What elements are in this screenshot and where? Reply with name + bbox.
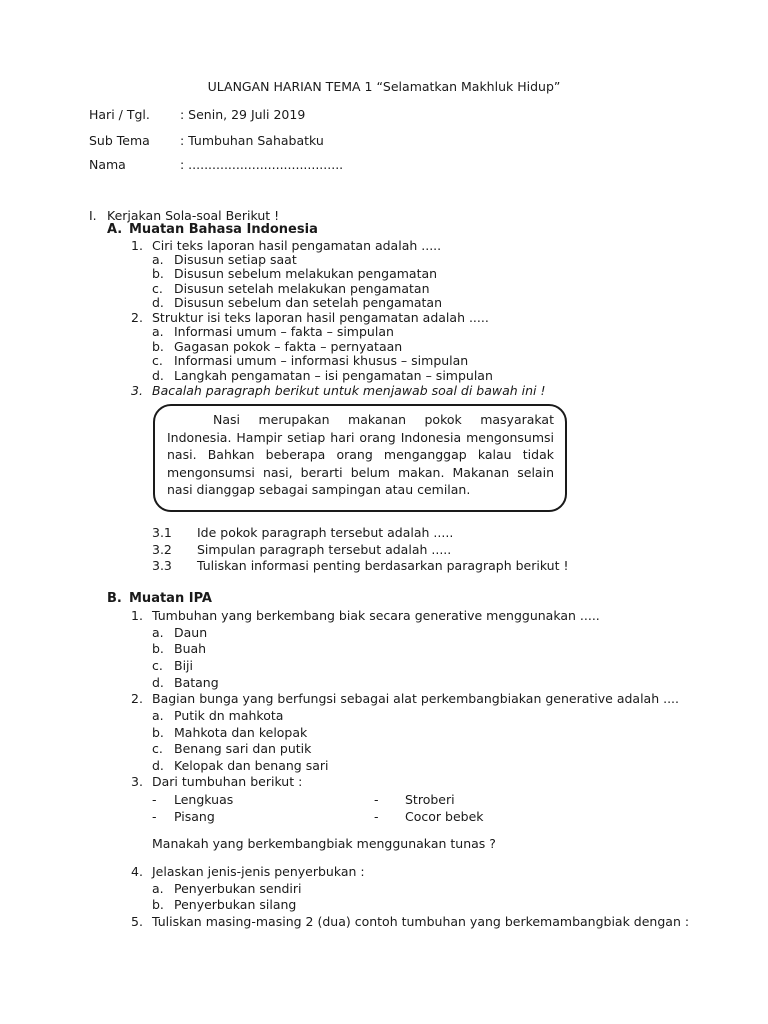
plant-dash: - bbox=[152, 809, 157, 824]
option-letter: b. bbox=[152, 641, 164, 656]
section-number: I. bbox=[89, 208, 97, 223]
plant-item: Pisang bbox=[174, 809, 215, 824]
question-text: Ciri teks laporan hasil pengamatan adalah ..... bbox=[152, 238, 442, 253]
option-text: Informasi umum – fakta – simpulan bbox=[174, 324, 394, 339]
sub-theme-label: Sub Tema bbox=[89, 133, 150, 148]
option-text: Kelopak dan benang sari bbox=[174, 758, 329, 773]
option-letter: c. bbox=[152, 353, 163, 368]
question-text: Jelaskan jenis-jenis penyerbukan : bbox=[152, 864, 365, 879]
question-number: 3. bbox=[131, 774, 143, 789]
option-letter: c. bbox=[152, 658, 163, 673]
sub-question-text: Simpulan paragraph tersebut adalah ..... bbox=[197, 542, 452, 557]
option-letter: b. bbox=[152, 897, 164, 912]
option-letter: b. bbox=[152, 725, 164, 740]
option-text: Benang sari dan putik bbox=[174, 741, 312, 756]
day-date-value: : Senin, 29 Juli 2019 bbox=[180, 107, 306, 122]
question-text: Dari tumbuhan berikut : bbox=[152, 774, 303, 789]
section-title: Kerjakan Sola-soal Berikut ! bbox=[107, 208, 280, 223]
question-number: 1. bbox=[131, 238, 143, 253]
option-letter: c. bbox=[152, 281, 163, 296]
option-text: Langkah pengamatan – isi pengamatan – simpulan bbox=[174, 368, 493, 383]
option-text: Disusun sebelum dan setelah pengamatan bbox=[174, 295, 443, 310]
option-text: Informasi umum – informasi khusus – simpulan bbox=[174, 353, 469, 368]
part-a-title: Muatan Bahasa Indonesia bbox=[129, 222, 318, 237]
question-number: 2. bbox=[131, 310, 143, 325]
question-number: 2. bbox=[131, 691, 143, 706]
question-number: 5. bbox=[131, 914, 143, 929]
option-text: Daun bbox=[174, 625, 208, 640]
option-text: Batang bbox=[174, 675, 219, 690]
option-text: Mahkota dan kelopak bbox=[174, 725, 308, 740]
option-letter: a. bbox=[152, 881, 164, 896]
option-text: Disusun sebelum melakukan pengamatan bbox=[174, 266, 438, 281]
option-text: Disusun setelah melakukan pengamatan bbox=[174, 281, 430, 296]
question-number: 4. bbox=[131, 864, 143, 879]
option-letter: b. bbox=[152, 266, 164, 281]
sub-question-number: 3.2 bbox=[152, 542, 172, 557]
option-text: Penyerbukan sendiri bbox=[174, 881, 302, 896]
plant-dash: - bbox=[374, 792, 379, 807]
plant-dash: - bbox=[152, 792, 157, 807]
option-text: Disusun setiap saat bbox=[174, 252, 297, 267]
sub-question-text: Ide pokok paragraph tersebut adalah ..... bbox=[197, 525, 454, 540]
question-text: Bagian bunga yang berfungsi sebagai alat perkembangbiakan generative adalah .... bbox=[152, 691, 680, 706]
name-value: : ....................................... bbox=[180, 157, 344, 172]
reading-paragraph bbox=[167, 411, 554, 499]
option-letter: a. bbox=[152, 625, 164, 640]
part-a-letter: A. bbox=[107, 222, 123, 237]
option-letter: c. bbox=[152, 741, 163, 756]
option-text: Gagasan pokok – fakta – pernyataan bbox=[174, 339, 403, 354]
page-title: ULANGAN HARIAN TEMA 1 “Selamatkan Makhluk Hidup” bbox=[207, 79, 561, 94]
option-text: Biji bbox=[174, 658, 193, 673]
question-text: Tumbuhan yang berkembang biak secara generative menggunakan ..... bbox=[152, 608, 600, 623]
question-text: Tuliskan masing-masing 2 (dua) contoh tumbuhan yang berkemambangbiak dengan : bbox=[152, 914, 690, 929]
sub-question-number: 3.1 bbox=[152, 525, 172, 540]
question-number: 1. bbox=[131, 608, 143, 623]
option-letter: d. bbox=[152, 295, 164, 310]
plant-item: Cocor bebek bbox=[405, 809, 484, 824]
option-letter: a. bbox=[152, 252, 164, 267]
option-letter: a. bbox=[152, 708, 164, 723]
question-number: 3. bbox=[131, 383, 143, 398]
name-label: Nama bbox=[89, 157, 126, 172]
part-b-letter: B. bbox=[107, 591, 122, 606]
plant-dash: - bbox=[374, 809, 379, 824]
paragraph-text: Nasi merupakan makanan pokok masyarakat Indonesia. Hampir setiap hari orang Indonesia mengonsumsi nasi. Bahkan beberapa orang menganggap kalau tidak mengonsumsi nasi, berarti belum makan. Makanan selain nasi dianggap sebagai sampingan atau cemilan. bbox=[167, 412, 554, 497]
question-text: Bacalah paragraph berikut untuk menjawab soal di bawah ini ! bbox=[152, 383, 546, 398]
option-letter: a. bbox=[152, 324, 164, 339]
question-text: Struktur isi teks laporan hasil pengamatan adalah ..... bbox=[152, 310, 489, 325]
option-letter: b. bbox=[152, 339, 164, 354]
option-letter: d. bbox=[152, 675, 164, 690]
question-followup: Manakah yang berkembangbiak menggunakan tunas ? bbox=[152, 836, 496, 851]
sub-theme-value: : Tumbuhan Sahabatku bbox=[180, 133, 324, 148]
option-letter: d. bbox=[152, 758, 164, 773]
sub-question-number: 3.3 bbox=[152, 558, 172, 573]
day-date-label: Hari / Tgl. bbox=[89, 107, 150, 122]
sub-question-text: Tuliskan informasi penting berdasarkan paragraph berikut ! bbox=[197, 558, 569, 573]
option-text: Buah bbox=[174, 641, 207, 656]
option-letter: d. bbox=[152, 368, 164, 383]
plant-item: Lengkuas bbox=[174, 792, 234, 807]
option-text: Penyerbukan silang bbox=[174, 897, 297, 912]
plant-item: Stroberi bbox=[405, 792, 455, 807]
part-b-title: Muatan IPA bbox=[129, 591, 212, 606]
option-text: Putik dn mahkota bbox=[174, 708, 284, 723]
